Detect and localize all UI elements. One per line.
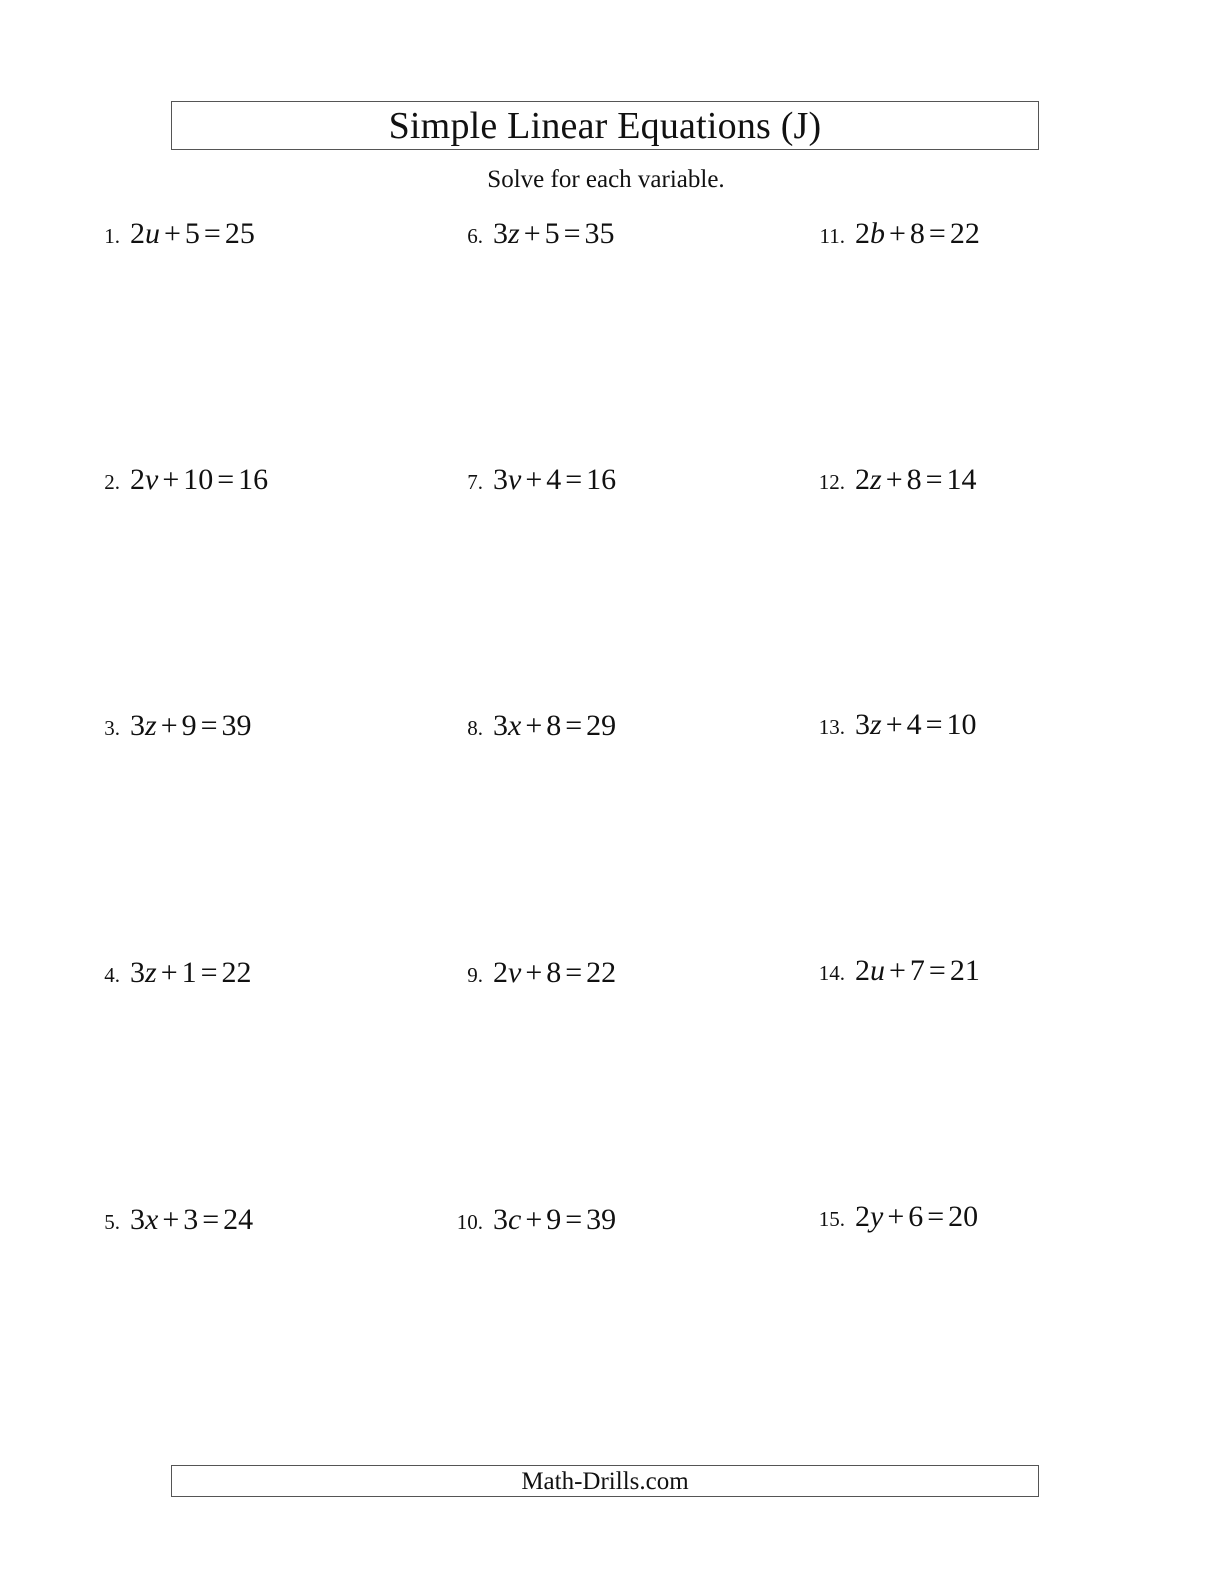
right-hand-side: 10 <box>946 708 977 741</box>
problem-5 <box>80 1203 253 1237</box>
equals-sign: = <box>217 463 235 496</box>
title-box <box>171 101 1039 150</box>
problem-number: 6. <box>467 224 483 248</box>
equals-sign: = <box>203 217 221 250</box>
problem-number: 5. <box>104 1210 120 1234</box>
problem-number: 12. <box>818 470 845 494</box>
plus-sign: + <box>885 463 903 496</box>
constant: 7 <box>909 954 925 987</box>
problem-3 <box>80 709 252 743</box>
equals-sign: = <box>565 956 583 989</box>
constant: 1 <box>181 956 197 989</box>
footer-box <box>171 1465 1039 1497</box>
problem-8 <box>443 709 616 743</box>
right-hand-side: 39 <box>221 709 252 742</box>
coefficient: 3 <box>493 217 508 250</box>
plus-sign: + <box>160 956 178 989</box>
problem-number: 4. <box>104 963 120 987</box>
coefficient: 3 <box>493 463 508 496</box>
right-hand-side: 16 <box>586 463 617 496</box>
equals-sign: = <box>563 217 581 250</box>
problem-14 <box>805 954 980 988</box>
equation <box>493 463 616 497</box>
variable: v <box>145 463 159 496</box>
problem-number: 3. <box>104 716 120 740</box>
variable: u <box>870 954 885 987</box>
plus-sign: + <box>164 217 181 250</box>
constant: 10 <box>183 463 214 496</box>
problem-10 <box>443 1203 616 1237</box>
problem-number: 9. <box>467 963 483 987</box>
problem-11 <box>805 217 980 251</box>
equals-sign: = <box>565 463 583 496</box>
constant: 6 <box>908 1200 924 1233</box>
right-hand-side: 16 <box>238 463 269 496</box>
equation <box>493 217 615 251</box>
plus-sign: + <box>160 709 178 742</box>
equation <box>493 956 616 990</box>
equation <box>130 463 268 497</box>
equation <box>855 708 977 742</box>
coefficient: 2 <box>855 954 870 987</box>
coefficient: 2 <box>855 217 870 250</box>
variable: z <box>145 956 157 989</box>
right-hand-side: 14 <box>946 463 977 496</box>
plus-sign: + <box>889 217 906 250</box>
problem-number: 7. <box>467 470 483 494</box>
problem-2 <box>80 463 268 497</box>
equation <box>855 463 977 497</box>
right-hand-side: 24 <box>223 1203 254 1236</box>
problem-7 <box>443 463 616 497</box>
constant: 3 <box>183 1203 199 1236</box>
problem-6 <box>443 217 615 251</box>
plus-sign: + <box>885 708 903 741</box>
variable: v <box>508 463 522 496</box>
variable: x <box>508 709 522 742</box>
equation <box>130 1203 253 1237</box>
equation <box>855 217 980 251</box>
plus-sign: + <box>887 1200 905 1233</box>
right-hand-side: 35 <box>584 217 615 250</box>
variable: z <box>870 463 882 496</box>
equation <box>130 217 255 251</box>
variable: y <box>870 1200 884 1233</box>
footer-text: Math-Drills.com <box>521 1467 689 1495</box>
variable: v <box>508 956 522 989</box>
coefficient: 3 <box>493 1203 508 1236</box>
problem-number: 14. <box>818 961 845 985</box>
right-hand-side: 25 <box>224 217 255 250</box>
problem-4 <box>80 956 252 990</box>
coefficient: 2 <box>130 217 145 250</box>
plus-sign: + <box>525 1203 543 1236</box>
right-hand-side: 21 <box>949 954 980 987</box>
constant: 8 <box>906 463 922 496</box>
constant: 8 <box>546 956 562 989</box>
constant: 9 <box>181 709 197 742</box>
right-hand-side: 22 <box>949 217 980 250</box>
plus-sign: + <box>162 463 180 496</box>
variable: b <box>870 217 885 250</box>
equals-sign: = <box>200 709 218 742</box>
equation <box>130 709 252 743</box>
equals-sign: = <box>565 709 583 742</box>
page-title: Simple Linear Equations (J) <box>388 104 822 147</box>
equation <box>493 1203 616 1237</box>
equals-sign: = <box>925 708 943 741</box>
variable: z <box>508 217 520 250</box>
problem-12 <box>805 463 977 497</box>
problem-15 <box>805 1200 978 1234</box>
variable: u <box>145 217 160 250</box>
equals-sign: = <box>200 956 218 989</box>
constant: 8 <box>546 709 562 742</box>
coefficient: 2 <box>855 463 870 496</box>
equation <box>855 954 980 988</box>
problem-number: 10. <box>456 1210 483 1234</box>
right-hand-side: 29 <box>586 709 617 742</box>
instructions: Solve for each variable. <box>487 166 725 193</box>
plus-sign: + <box>525 709 543 742</box>
plus-sign: + <box>162 1203 180 1236</box>
right-hand-side: 20 <box>948 1200 979 1233</box>
right-hand-side: 22 <box>586 956 617 989</box>
coefficient: 3 <box>130 1203 145 1236</box>
coefficient: 2 <box>130 463 145 496</box>
equals-sign: = <box>925 463 943 496</box>
coefficient: 2 <box>493 956 508 989</box>
equals-sign: = <box>565 1203 583 1236</box>
plus-sign: + <box>525 463 543 496</box>
problem-number: 15. <box>818 1207 845 1231</box>
problem-9 <box>443 956 616 990</box>
equals-sign: = <box>927 1200 945 1233</box>
equals-sign: = <box>202 1203 220 1236</box>
coefficient: 3 <box>130 709 145 742</box>
plus-sign: + <box>523 217 541 250</box>
plus-sign: + <box>889 954 906 987</box>
problem-number: 13. <box>818 715 845 739</box>
coefficient: 3 <box>855 708 870 741</box>
right-hand-side: 39 <box>586 1203 617 1236</box>
variable: z <box>145 709 157 742</box>
problem-number: 2. <box>104 470 120 494</box>
constant: 9 <box>546 1203 562 1236</box>
variable: z <box>870 708 882 741</box>
equation <box>130 956 252 990</box>
problem-number: 1. <box>104 224 120 248</box>
equation <box>855 1200 978 1234</box>
right-hand-side: 22 <box>221 956 252 989</box>
variable: c <box>508 1203 522 1236</box>
plus-sign: + <box>525 956 543 989</box>
variable: x <box>145 1203 159 1236</box>
coefficient: 3 <box>130 956 145 989</box>
equals-sign: = <box>928 954 946 987</box>
coefficient: 2 <box>855 1200 870 1233</box>
equals-sign: = <box>928 217 946 250</box>
equation <box>493 709 616 743</box>
coefficient: 3 <box>493 709 508 742</box>
problem-number: 8. <box>467 716 483 740</box>
problem-13 <box>805 708 977 742</box>
problem-number: 11. <box>819 224 845 248</box>
constant: 5 <box>184 217 200 250</box>
constant: 5 <box>544 217 560 250</box>
problem-1 <box>80 217 255 251</box>
constant: 4 <box>906 708 922 741</box>
constant: 4 <box>546 463 562 496</box>
constant: 8 <box>909 217 925 250</box>
